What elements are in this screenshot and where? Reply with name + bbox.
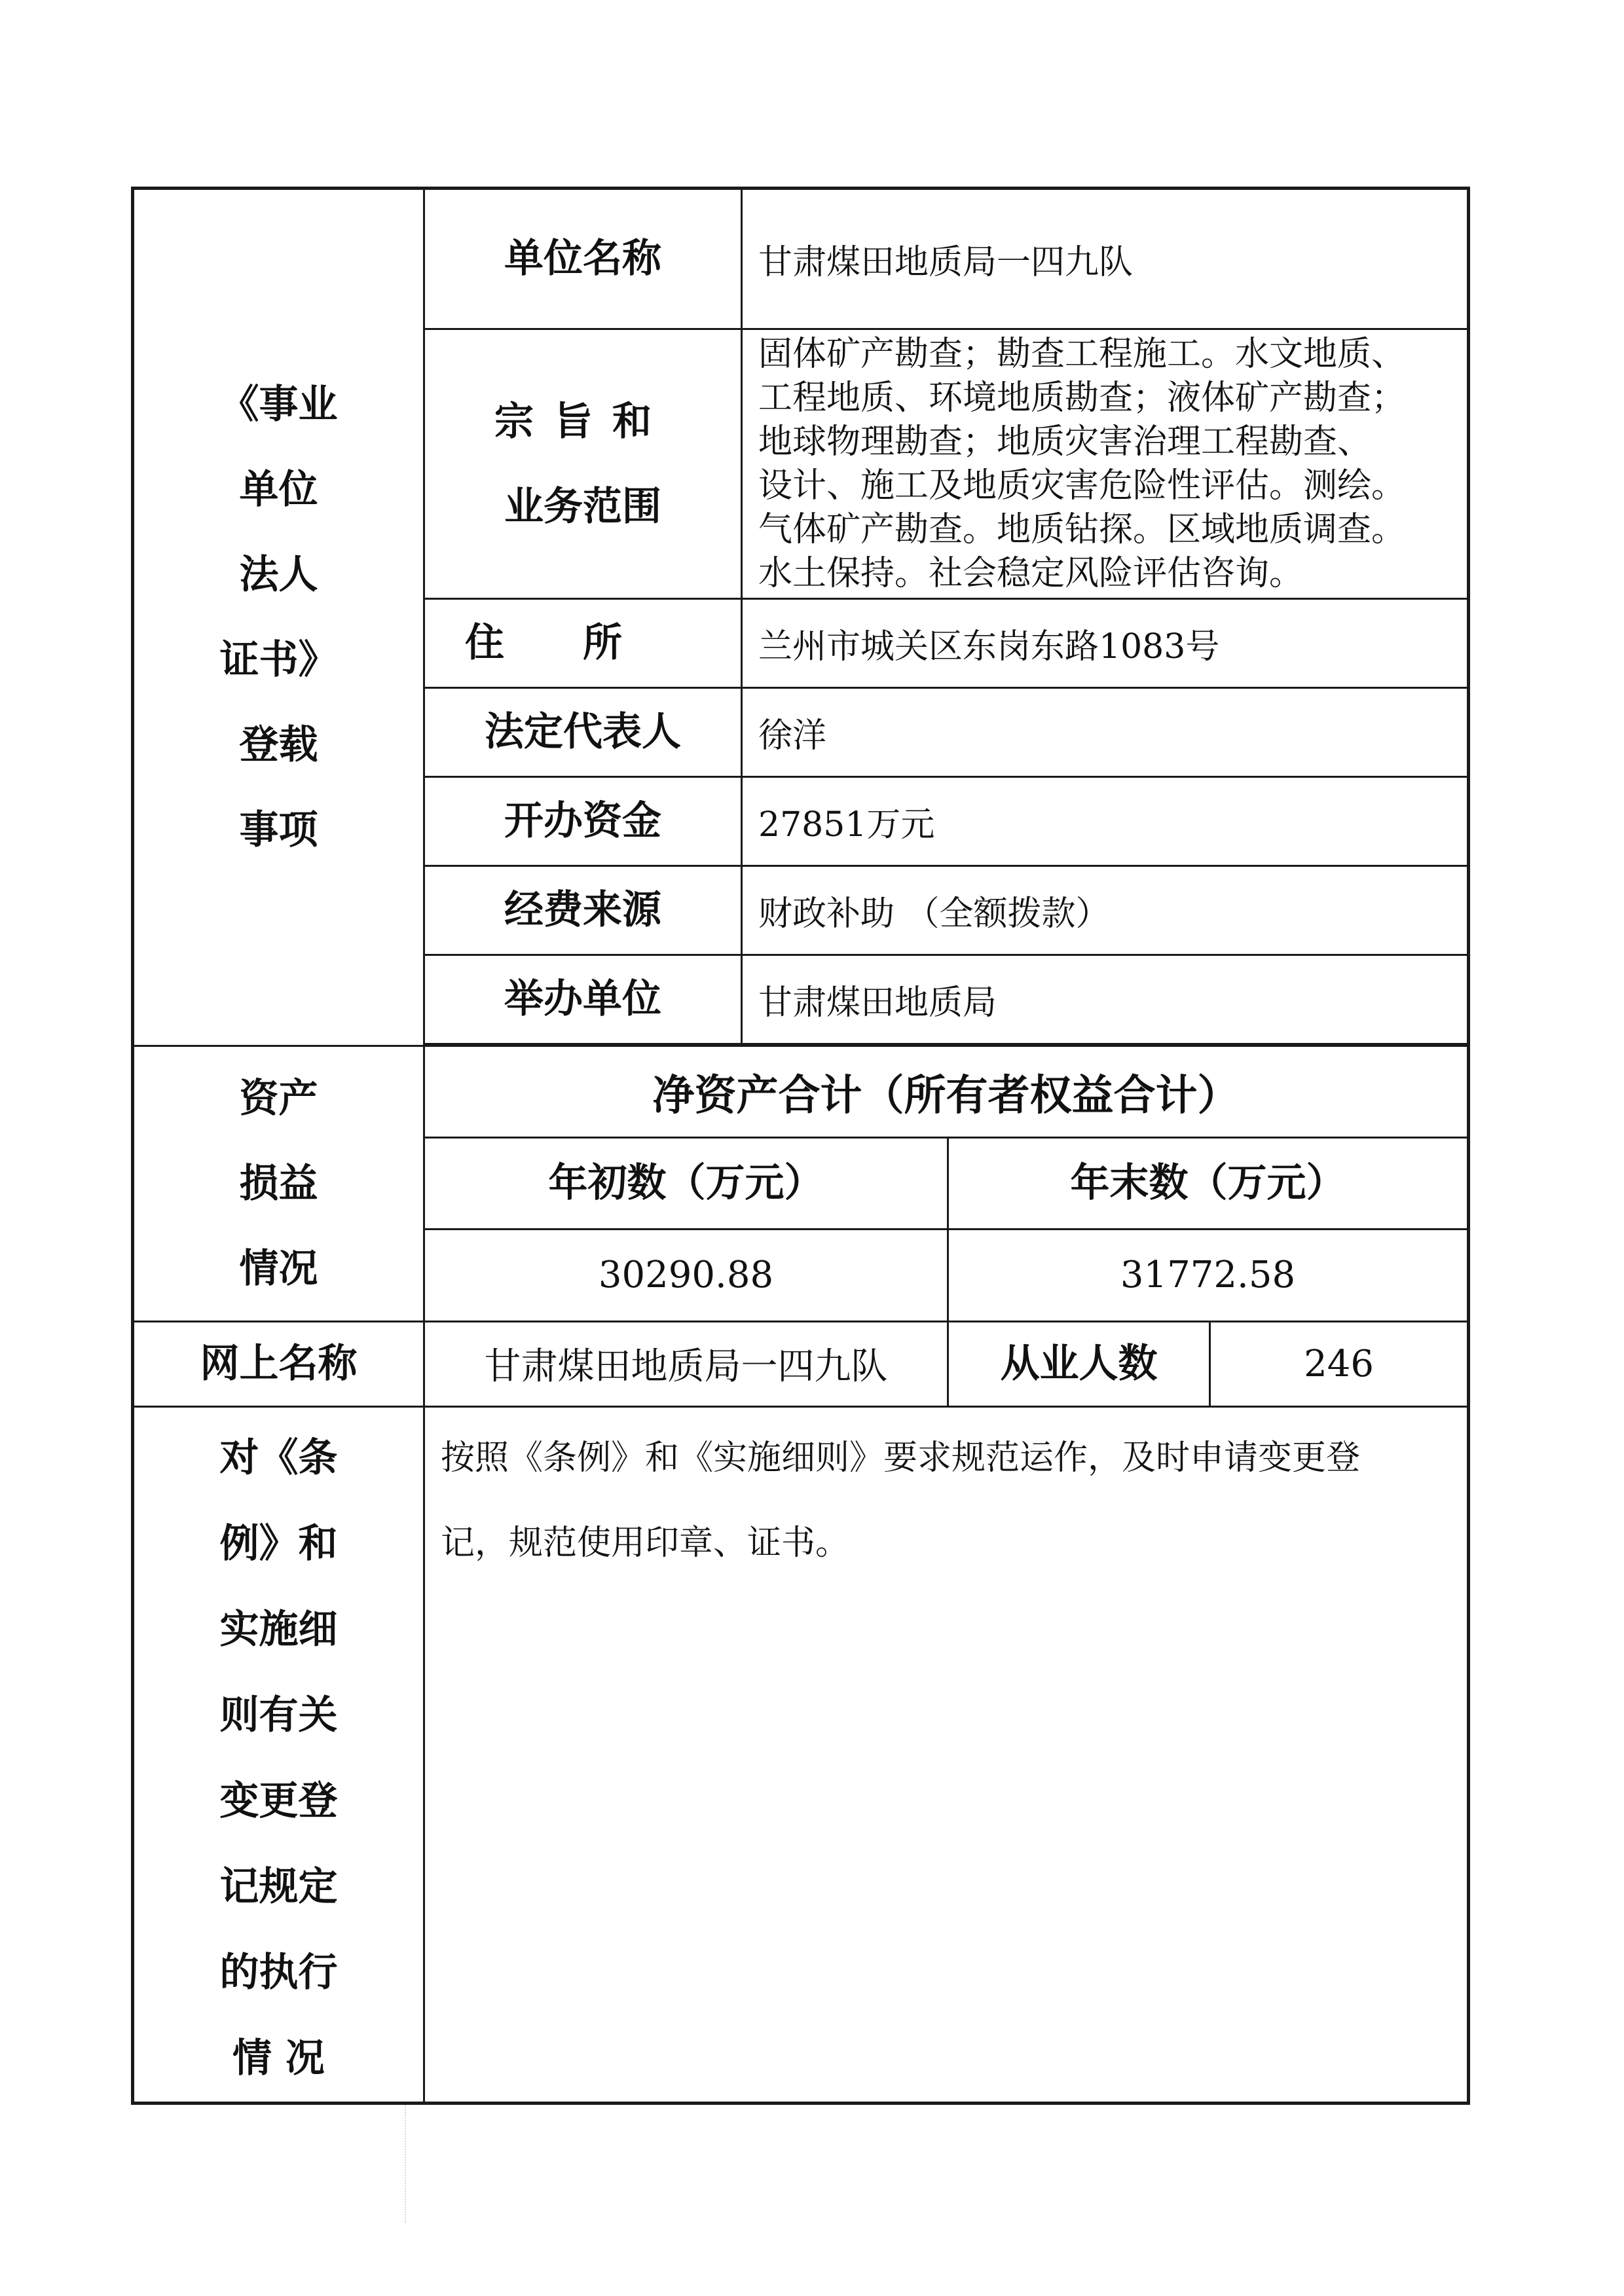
capital-value: 27851万元 xyxy=(742,777,1469,866)
funding-label: 经费来源 xyxy=(424,866,742,955)
row-execution xyxy=(133,1406,1469,2103)
sponsor-label: 举办单位 xyxy=(424,955,742,1044)
legal-rep-value: 徐洋 xyxy=(742,688,1469,777)
begin-year-label: 年初数（万元） xyxy=(424,1138,948,1230)
purpose-label: 宗旨和 业务范围 xyxy=(424,329,742,599)
funding-value: 财政补助 （全额拨款） xyxy=(742,866,1469,955)
net-assets-title: 净资产合计（所有者权益合计） xyxy=(424,1046,1469,1138)
online-name-value: 甘肃煤田地质局一四九队 xyxy=(424,1321,948,1406)
purpose-value: 固体矿产勘查；勘查工程施工。水文地质、 工程地质、环境地质勘查；液体矿产勘查； 地球物理勘查；地质灾害治理工程勘查、 设计、施工及地质灾害危险性评估。测绘。 气体矿产勘查。地质钻探。区域地质调查。 水土保持。社会稳定风险评估咨询。 xyxy=(742,329,1469,599)
row-assets-title xyxy=(133,1046,1469,1138)
sponsor-value: 甘肃煤田地质局 xyxy=(742,955,1469,1044)
staff-count-value: 246 xyxy=(1210,1321,1469,1406)
unit-name-label: 单位名称 xyxy=(424,189,742,329)
begin-year-value: 30290.88 xyxy=(424,1230,948,1321)
registration-section-label: 《事业 单位 法人 证书》 登载 事项 xyxy=(133,189,424,1046)
row-online-name xyxy=(133,1321,1469,1406)
execution-section-label: 对《条 例》和 实施细 则有关 变更登 记规定 的执行 情 况 xyxy=(133,1406,424,2103)
scan-margin-mark xyxy=(405,2105,407,2223)
capital-label: 开办资金 xyxy=(424,777,742,866)
address-label: 住所 xyxy=(424,599,742,688)
address-value: 兰州市城关区东岗东路1083号 xyxy=(742,599,1469,688)
end-year-value: 31772.58 xyxy=(948,1230,1469,1321)
legal-rep-label: 法定代表人 xyxy=(424,688,742,777)
staff-count-label: 从业人数 xyxy=(948,1321,1210,1406)
online-name-label: 网上名称 xyxy=(133,1321,424,1406)
row-unit-name xyxy=(133,189,1469,329)
assets-section-label: 资产 损益 情况 xyxy=(133,1046,424,1321)
report-sheet xyxy=(131,187,1467,2105)
unit-name-value: 甘肃煤田地质局一四九队 xyxy=(742,189,1469,329)
execution-text: 按照《条例》和《实施细则》要求规范运作，及时申请变更登 记，规范使用印章、证书。 xyxy=(424,1406,1469,2103)
annual-report-table xyxy=(131,187,1470,2105)
end-year-label: 年末数（万元） xyxy=(948,1138,1469,1230)
